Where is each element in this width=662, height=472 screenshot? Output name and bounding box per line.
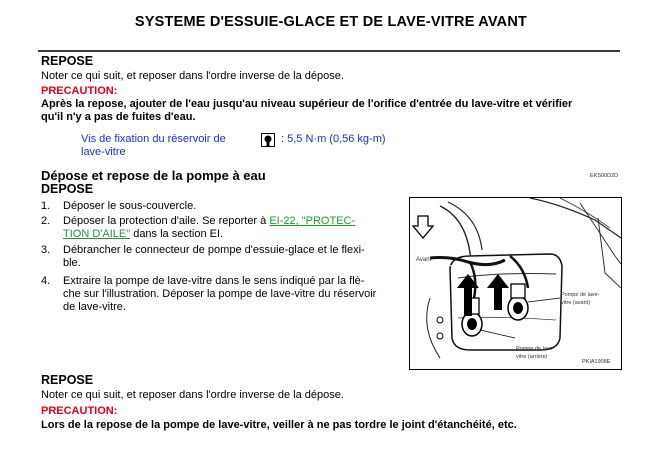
reference-code: EKS00D2D	[590, 173, 619, 179]
depose-heading: DEPOSE	[41, 182, 94, 196]
step-text: dans la section EI.	[130, 228, 224, 240]
step-text: Déposer le sous-couvercle.	[63, 200, 197, 212]
step-3	[41, 244, 365, 257]
rear-pump-label-line1: Pompe de lave-	[516, 346, 555, 352]
step-4	[41, 275, 364, 288]
caution-text-line2: qu'il n'y a pas de fuites d'eau.	[41, 111, 196, 123]
step-text: Extraire la pompe de lave-vitre dans le sens indiqué par la flè-	[63, 275, 365, 287]
spec-label-line1: Vis de fixation du réservoir de	[81, 133, 226, 145]
step-4-line3: de lave-vitre.	[63, 301, 126, 313]
page-title: SYSTEME D'ESSUIE-GLACE ET DE LAVE-VITRE AVANT	[134, 14, 528, 30]
repose-heading-2: REPOSE	[41, 373, 94, 387]
caution-label: PRECAUTION:	[41, 85, 118, 97]
front-pump-label-line2: vitre (avant)	[561, 300, 591, 306]
spec-value: : 5,5 N·m (0,56 kg-m)	[281, 133, 386, 145]
step-number: 1.	[41, 200, 51, 212]
step-text: Déposer la protection d'aile. Se reporter à	[63, 215, 270, 227]
front-label: Avant	[416, 257, 432, 263]
step-2	[41, 215, 406, 228]
front-pump-label-line1: Pompe de lave-	[561, 292, 600, 298]
spec-label-line2: lave-vitre	[81, 146, 126, 158]
caution-text-line1: Après la repose, ajouter de l'eau jusqu'au niveau supérieur de l'orifice d'entrée du lave-vitre et vérifier	[41, 98, 573, 110]
repose-text-2: Noter ce qui suit, et reposer dans l'ordre inverse de la dépose.	[41, 389, 344, 401]
pump-illustration	[409, 197, 622, 370]
repose-heading: REPOSE	[41, 54, 94, 68]
step-3-continued: ble.	[63, 257, 81, 269]
section-link[interactable]: EI-22, "PROTEC-	[269, 215, 356, 227]
pump-section-heading: Dépose et repose de la pompe à eau	[41, 168, 266, 183]
step-number: 3.	[41, 244, 51, 256]
engine-bay-drawing	[410, 198, 621, 369]
step-number: 2.	[41, 215, 51, 227]
step-2-continued	[63, 228, 223, 241]
section-divider	[38, 50, 620, 52]
section-link-continued[interactable]: TION D'AILE"	[63, 228, 131, 240]
caution-label-2: PRECAUTION:	[41, 405, 118, 417]
step-1	[41, 200, 196, 213]
caution-text-2: Lors de la repose de la pompe de lave-vitre, veiller à ne pas tordre le joint d'étanchéité, etc.	[41, 419, 517, 431]
front-direction-arrow	[413, 216, 433, 238]
repose-text: Noter ce qui suit, et reposer dans l'ordre inverse de la dépose.	[41, 70, 344, 82]
step-4-line2: che sur l'illustration. Déposer la pompe de lave-vitre du réservoir	[63, 288, 377, 300]
torque-wrench-icon	[261, 133, 275, 152]
step-text: Débrancher le connecteur de pompe d'essuie-glace et le flexi-	[63, 244, 365, 256]
step-number: 4.	[41, 275, 51, 287]
illustration-code: PKIA1908E	[582, 359, 611, 365]
front-pump	[508, 284, 528, 320]
rear-pump-label-line2: vitre (arrière)	[516, 354, 548, 360]
